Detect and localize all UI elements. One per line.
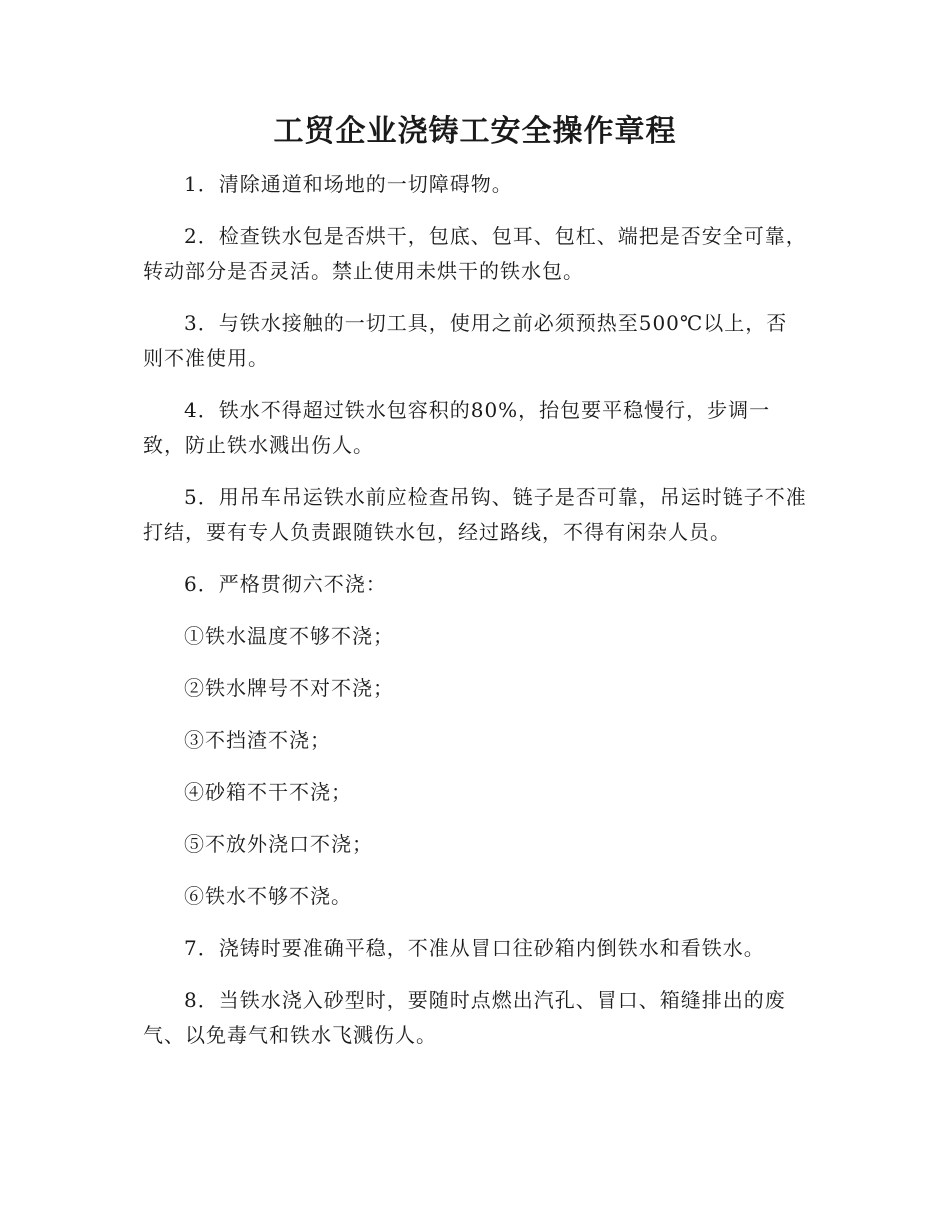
list-item-4: ④砂箱不干不浇；	[184, 780, 352, 804]
paragraph-5: 5．用吊车吊运铁水前应检查吊钩、链子是否可靠，吊运时链子不准打结，要有专人负责跟随铁水包，经过路线，不得有闲杂人员。	[143, 485, 807, 544]
paragraph-7: 7．浇铸时要准确平稳，不准从冒口往砂箱内倒铁水和看铁水。	[184, 936, 765, 960]
paragraph-3: 3．与铁水接触的一切工具，使用之前必须预热至500℃以上，否则不准使用。	[143, 311, 788, 370]
document-title: 工贸企业浇铸工安全操作章程	[273, 114, 677, 149]
document-body	[143, 167, 808, 1070]
list-item-2: ②铁水牌号不对不浇；	[184, 676, 394, 700]
list-item-1: ①铁水温度不够不浇；	[184, 624, 394, 648]
paragraph-1: 1．清除通道和场地的一切障碍物。	[184, 172, 513, 196]
paragraph-6: 6．严格贯彻六不浇：	[184, 572, 387, 596]
list-item-5: ⑤不放外浇口不浇；	[184, 832, 373, 856]
paragraph-2: 2．检查铁水包是否烘干，包底、包耳、包杠、端把是否安全可靠，转动部分是否灵活。禁止使用未烘干的铁水包。	[143, 224, 807, 283]
paragraph-4: 4．铁水不得超过铁水包容积的80%，抬包要平稳慢行，步调一致，防止铁水溅出伤人。	[143, 398, 771, 457]
list-item-6: ⑥铁水不够不浇。	[184, 884, 352, 908]
list-item-3: ③不挡渣不浇；	[184, 728, 331, 752]
paragraph-8: 8．当铁水浇入砂型时，要随时点燃出汽孔、冒口、箱缝排出的废气、以免毒气和铁水飞溅伤人。	[143, 988, 786, 1047]
